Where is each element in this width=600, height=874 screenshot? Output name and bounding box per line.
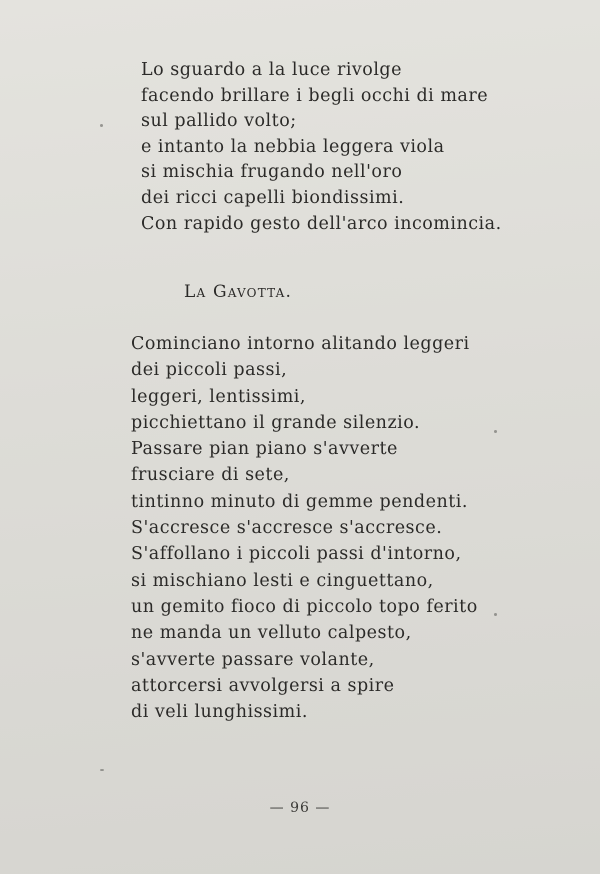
paper-speck [100, 124, 103, 127]
page-number: — 96 — [269, 800, 331, 816]
verse-line: facendo brillare i begli occhi di mare [141, 85, 489, 106]
paper-speck [494, 613, 497, 616]
verse-line: dei ricci capelli biondissimi. [141, 187, 405, 208]
verse-line: si mischiano lesti e cinguettano, [131, 570, 434, 591]
verse-line: dei piccoli passi, [131, 360, 288, 381]
verse-line: leggeri, lentissimi, [131, 386, 306, 407]
paper-speck [100, 769, 104, 771]
section-title: La Gavotta. [184, 282, 293, 302]
verse-line: Con rapido gesto dell'arco incomincia. [141, 213, 502, 234]
verse-line: e intanto la nebbia leggera viola [141, 136, 445, 157]
verse-line: tintinno minuto di gemme pendenti. [131, 491, 468, 512]
verse-line: frusciare di sete, [131, 465, 290, 486]
verse-line: di veli lunghissimi. [131, 702, 308, 723]
verse-line: Cominciano intorno alitando leggeri [131, 334, 470, 354]
poem-stanza-gavotta [131, 331, 478, 725]
poem-stanza-top [141, 58, 502, 237]
verse-line: picchiettano il grande silenzio. [131, 412, 421, 433]
verse-line: S'accresce s'accresce s'accresce. [131, 518, 443, 539]
verse-line: si mischia frugando nell'oro [141, 162, 403, 183]
verse-line: s'avverte passare volante, [131, 649, 375, 670]
verse-line: Lo sguardo a la luce rivolge [141, 60, 402, 80]
verse-line: attorcersi avvolgersi a spire [131, 675, 395, 696]
verse-line: Passare pian piano s'avverte [131, 439, 398, 460]
paper-speck [494, 430, 497, 433]
verse-line: sul pallido volto; [141, 111, 297, 132]
verse-line: ne manda un velluto calpesto, [131, 623, 412, 644]
verse-line: un gemito fioco di piccolo topo ferito [131, 596, 478, 617]
verse-line: S'affollano i piccoli passi d'intorno, [131, 544, 462, 565]
